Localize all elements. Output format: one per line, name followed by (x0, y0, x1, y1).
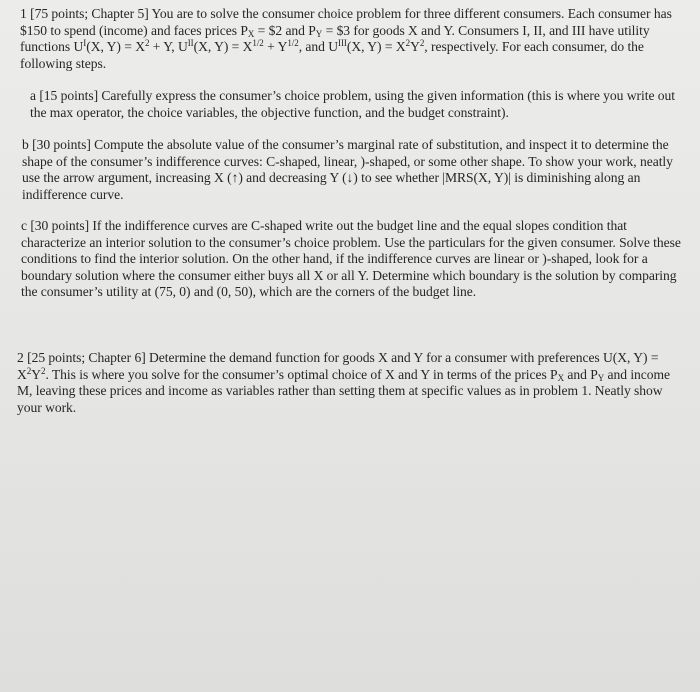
p2-px-sub: X (557, 372, 565, 383)
u2-sup: II (187, 38, 194, 49)
p2-y: Y (31, 366, 42, 382)
u3-exp-y: 2 (419, 38, 425, 49)
problem-2 (17, 350, 688, 416)
p1-px-value: = $2 and P (254, 22, 316, 38)
p1-tail: , respectively. For each consumer, do the following steps. (20, 39, 644, 71)
problem-1-part-c: c [30 points] If the indifference curves are C-shaped write out the budget line and the equal slopes condition that characterize an interior solution to the consumer’s choice problem. Use the particulars for the given consumer. Solve these conditions to find the interior solution. On the other hand, if the indifference curves are linear or )-shaped, look for a boundary solution where the consumer either buys all X or all Y. Determine which boundary is the solution by comparing the consumer’s utility at (75, 0) and (0, 50), which are the corners of the budget line. (21, 218, 681, 300)
u1-exp: 2 (144, 38, 150, 49)
problem-1-part-b: b [30 points] Compute the absolute value of the consumer’s marginal rate of substitution, and inspect it to determine the shape of the consumer’s indifference curves: C-shaped, linear, )-shaped, or some other shape. To show your work, neatly use the arrow argument, increasing X (↑) and decreasing Y (↓) to see whether |MRS(X, Y)| is diminishing along an indifference curve. (22, 137, 673, 202)
p1-py-value: = $3 for goods X and Y. Consumers I, II, and III have utility functions U (20, 22, 650, 55)
u2-exp-y: 1/2 (287, 38, 299, 49)
u2-func: (X, Y) = X (193, 39, 253, 55)
u1-func: (X, Y) = X (86, 39, 145, 55)
px-sub: X (247, 28, 255, 39)
py-sub: Y (315, 28, 323, 39)
u3-exp-x: 2 (405, 38, 411, 49)
p1-lead: 1 [75 points; Chapter 5] You are to solve the consumer choice problem for three different consumers. Each consumer has $150 to spend (income) and faces prices P (20, 6, 672, 38)
u3-sup: III (338, 38, 347, 49)
u2-func-tail: , and U (298, 39, 338, 55)
p2-and: and P (564, 366, 598, 382)
u3-func-y: Y (410, 39, 420, 55)
problem-1-intro (20, 6, 688, 72)
p2-py-sub: Y (597, 372, 605, 383)
u1-func-tail: + Y, U (149, 39, 188, 55)
problem-1-part-a: a [15 points] Carefully express the consumer’s choice problem, using the given information (this is where you write out the max operator, the choice variables, the objective function, and the budget constraint). (30, 88, 676, 120)
p2-exp-x: 2 (26, 365, 32, 376)
u2-exp-x: 1/2 (252, 38, 264, 49)
p2-exp-y: 2 (41, 365, 46, 376)
u2-func-mid: + Y (263, 39, 288, 55)
u3-func: (X, Y) = X (346, 39, 406, 55)
u1-sup: I (83, 38, 87, 49)
p2-lead: 2 [25 points; Chapter 6] Determine the demand function for goods X and Y for a consumer with preferences U(X, Y) = X (17, 350, 659, 382)
p2-mid: . This is where you solve for the consumer’s optimal choice of X and Y in terms of the prices P (45, 366, 558, 382)
p2-tail: and income M, leaving these prices and income as variables rather than setting them at specific values as in problem 1. Neatly show your work. (17, 366, 671, 415)
